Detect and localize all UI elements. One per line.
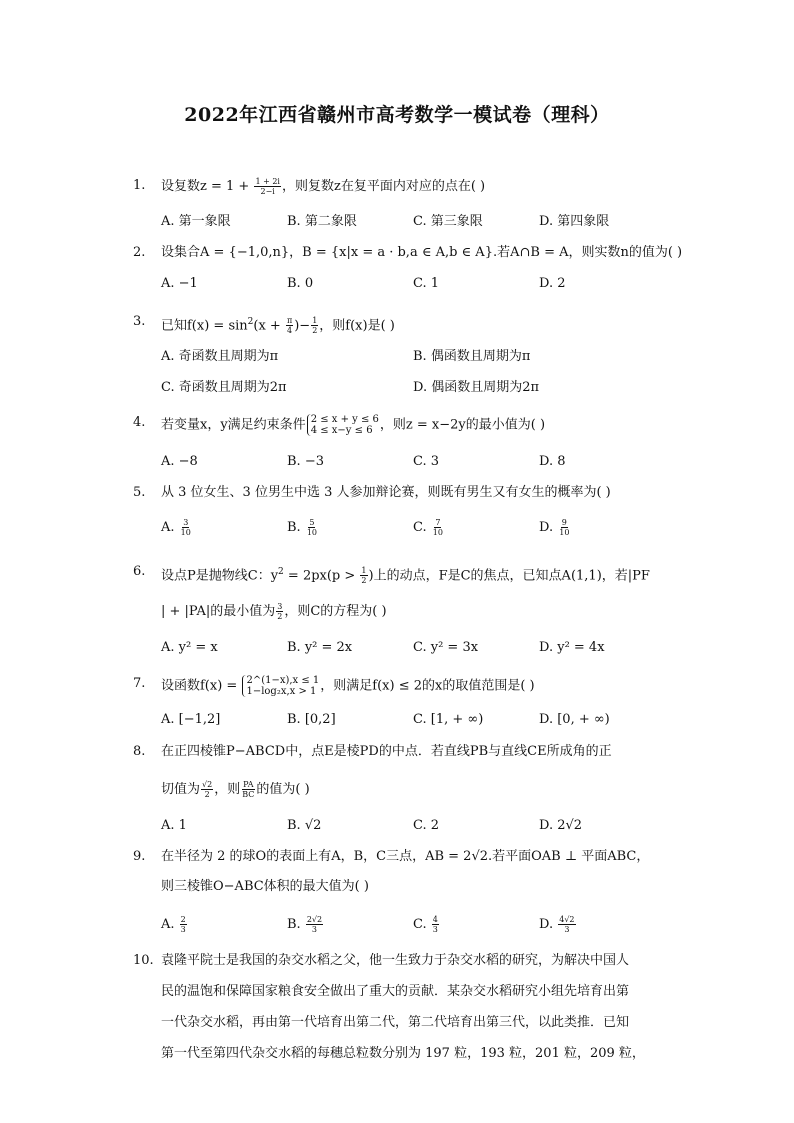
option-d: D. $\frac{9}{10}$ xyxy=(539,518,570,537)
option-c: C. $\frac{4}{3}$ xyxy=(413,915,438,934)
option-c: C. 奇函数且周期为2π xyxy=(161,380,287,395)
option-a: A. $\frac{3}{10}$ xyxy=(161,518,191,537)
option-a: A. y² = x xyxy=(161,640,218,655)
option-d: D. 2 xyxy=(539,276,566,291)
option-d: D. [0, + ∞) xyxy=(539,712,610,727)
question-number: 2. xyxy=(133,245,146,260)
option-b: B. 0 xyxy=(287,276,314,291)
option-a: A. −8 xyxy=(161,454,198,469)
question-stem: 从 3 位女生、3 位男生中选 3 人参加辩论赛，则既有男生又有女生的概率为( ) xyxy=(161,485,611,500)
question-number: 6. xyxy=(133,564,146,579)
option-b: B. $\frac{2√2}{3}$ xyxy=(287,915,323,934)
question-number: 10. xyxy=(133,953,154,968)
question-number: 8. xyxy=(133,744,146,759)
option-c: C. 第三象限 xyxy=(413,214,483,229)
question-stem: 设复数z = 1 + $\frac{1 + 2i}{2-i}$ ，则复数z在复平面内对应的点在( ) xyxy=(161,177,486,196)
question-number: 7. xyxy=(133,676,146,691)
option-d: D. 第四象限 xyxy=(539,214,610,229)
option-c: C. 2 xyxy=(413,818,440,833)
question-stem-continued: | + |PA|的最小值为 $\frac{3}{2}$ ，则C的方程为( ) xyxy=(161,602,387,621)
option-d: D. 8 xyxy=(539,454,566,469)
question-stem-continued: 切值为 $\frac{√2}{2}$ ，则 $\frac{PA}{BC}$ 的值为( ) xyxy=(161,780,310,799)
question-number: 5. xyxy=(133,485,146,500)
option-d: D. y² = 4x xyxy=(539,640,605,655)
question-number: 1. xyxy=(133,178,146,193)
question-stem: 设集合A = {−1,0,n}，B = {x|x = a · b,a ∈ A,b ∈ A}.若A∩B = A，则实数n的值为( ) xyxy=(161,245,683,260)
question-stem: 已知$f(x) = \sin^2(x$ + $\frac{\pi}{4}$ )− $\frac{1}{2}$ ，则f(x)是( ) xyxy=(161,316,395,336)
question-stem: 设点P是抛物线C：$y^2 = 2px(p$ > $\frac{1}{2}$ )上的动点，F是C的焦点，已知点A(1,1)，若|PF xyxy=(161,566,650,586)
option-c: C. [1, + ∞) xyxy=(413,712,484,727)
option-c: C. $\frac{7}{10}$ xyxy=(413,518,443,537)
option-b: B. $\frac{5}{10}$ xyxy=(287,518,318,537)
question-stem-continued: 民的温饱和保障国家粮食安全做出了重大的贡献．某杂交水稻研究小组先培育出第 xyxy=(161,984,630,999)
option-a: A. 奇函数且周期为π xyxy=(161,349,279,364)
question-number: 9. xyxy=(133,849,146,864)
question-stem: 若变量x，y满足约束条件 2 ≤ x + y ≤ 6 4 ≤ x−y ≤ 6 ，则z = x−2y的最小值为( ) xyxy=(161,414,546,436)
question-stem: 在正四棱锥P−ABCD中，点E是棱PD的中点．若直线PB与直线CE所成角的正 xyxy=(161,744,612,759)
page-title: 2022年江西省赣州市高考数学一模试卷（理科） xyxy=(184,104,610,126)
option-b: B. 第二象限 xyxy=(287,214,357,229)
question-stem: 袁隆平院士是我国的杂交水稻之父，他一生致力于杂交水稻的研究，为解决中国人 xyxy=(161,953,630,968)
option-a: A. 第一象限 xyxy=(161,214,231,229)
option-c: C. y² = 3x xyxy=(413,640,479,655)
option-b: B. y² = 2x xyxy=(287,640,353,655)
option-a: A. [−1,2] xyxy=(161,712,221,727)
option-c: C. 1 xyxy=(413,276,440,291)
option-d: D. 2√2 xyxy=(539,818,583,833)
option-b: B. −3 xyxy=(287,454,324,469)
option-b: B. 偶函数且周期为π xyxy=(413,349,531,364)
option-d: D. $\frac{4√2}{3}$ xyxy=(539,915,575,934)
question-stem-continued: 一代杂交水稻，再由第一代培育出第二代，第二代培育出第三代，以此类推．已知 xyxy=(161,1015,630,1030)
option-d: D. 偶函数且周期为2π xyxy=(413,380,540,395)
option-a: A. −1 xyxy=(161,276,198,291)
option-b: B. [0,2] xyxy=(287,712,336,727)
option-a: A. 1 xyxy=(161,818,187,833)
question-number: 3. xyxy=(133,314,146,329)
question-stem-continued: 则三棱锥O−ABC体积的最大值为( ) xyxy=(161,879,369,894)
option-a: A. $\frac{2}{3}$ xyxy=(161,915,186,934)
question-stem: 设函数f(x) = 2^(1−x),x ≤ 1 1−log₂x,x > 1 ，则满足f(x) ≤ 2的x的取值范围是( ) xyxy=(161,675,535,697)
question-number: 4. xyxy=(133,415,146,430)
question-stem-continued: 第一代至第四代杂交水稻的每穗总粒数分别为 197 粒，193 粒，201 粒，209 粒， xyxy=(161,1046,645,1061)
option-b: B. √2 xyxy=(287,818,322,833)
question-stem: 在半径为 2 的球O的表面上有A，B，C三点，AB = 2√2.若平面OAB ⊥ 平面ABC， xyxy=(161,849,650,864)
option-c: C. 3 xyxy=(413,454,440,469)
